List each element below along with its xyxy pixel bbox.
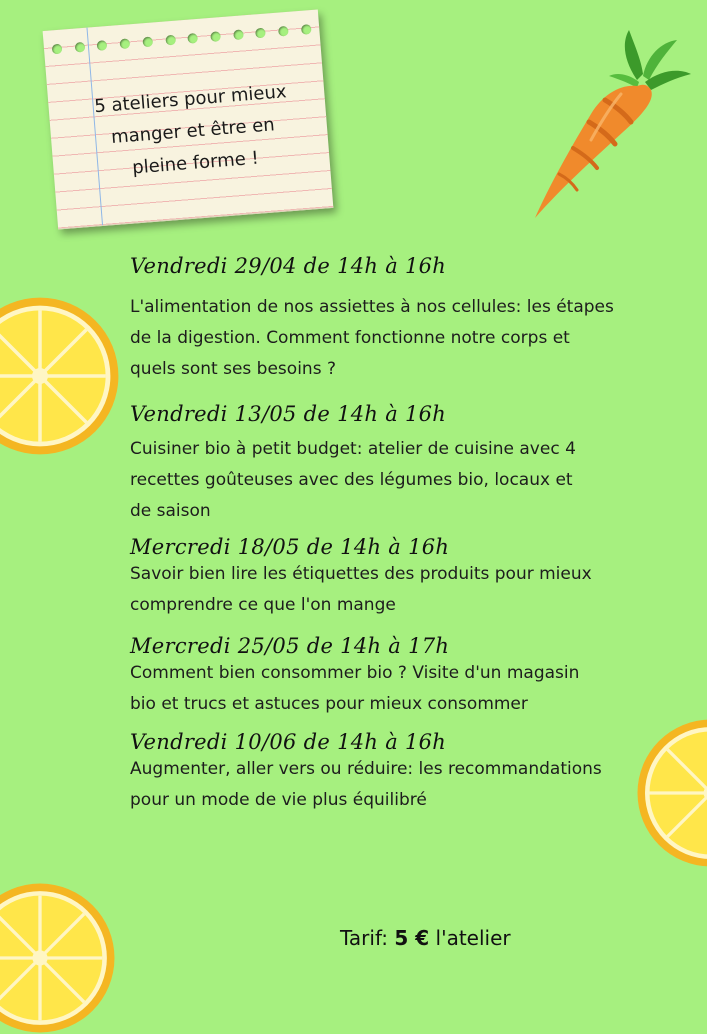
punch-hole (188, 33, 199, 44)
punch-hole (256, 28, 267, 39)
price-label: Tarif: (340, 926, 388, 950)
session-description-line: L'alimentation de nos assiettes à nos cellules: les étapes (130, 292, 690, 323)
session-description-line: comprendre ce que l'on mange (130, 590, 690, 621)
punch-hole (233, 29, 244, 40)
notepad-card (43, 9, 334, 229)
session-description-line: bio et trucs et astuces pour mieux consommer (130, 689, 690, 720)
orange-slice-icon (0, 882, 116, 1034)
punch-hole (97, 40, 108, 51)
session-date: Mercredi 25/05 de 14h à 17h (130, 634, 690, 658)
notepad-text (76, 75, 311, 189)
session-description-line: pour un mode de vie plus équilibré (130, 785, 690, 816)
session-5 (130, 730, 690, 816)
punch-hole (165, 35, 176, 46)
punch-hole (52, 44, 63, 55)
price-value: 5 € (394, 926, 429, 950)
session-date: Mercredi 18/05 de 14h à 16h (130, 535, 690, 559)
notepad-line: 5 ateliers pour mieux (76, 75, 306, 125)
carrot-icon (525, 22, 695, 222)
notepad-line: pleine forme ! (81, 139, 311, 189)
punch-hole (120, 38, 131, 49)
session-description-line: de la digestion. Comment fonctionne notre corps et (130, 323, 690, 354)
price-unit: l'atelier (436, 926, 511, 950)
orange-slice-icon (0, 296, 120, 456)
session-2 (130, 402, 690, 527)
price-footer (340, 926, 511, 950)
notepad-line: manger et être en (78, 107, 308, 157)
punch-hole (278, 26, 289, 37)
punch-hole (74, 42, 85, 53)
session-date: Vendredi 29/04 de 14h à 16h (130, 254, 690, 278)
session-date: Vendredi 10/06 de 14h à 16h (130, 730, 690, 754)
session-description-line: Augmenter, aller vers ou réduire: les recommandations (130, 754, 690, 785)
punch-hole (210, 31, 221, 42)
session-description-line: Cuisiner bio à petit budget: atelier de cuisine avec 4 (130, 434, 690, 465)
session-description-line: quels sont ses besoins ? (130, 354, 690, 385)
session-description-line: Savoir bien lire les étiquettes des produits pour mieux (130, 559, 690, 590)
session-date: Vendredi 13/05 de 14h à 16h (130, 402, 690, 426)
punch-hole (142, 37, 153, 48)
session-description-line: de saison (130, 496, 690, 527)
session-description-line: Comment bien consommer bio ? Visite d'un magasin (130, 658, 690, 689)
session-description-line: recettes goûteuses avec des légumes bio, locaux et (130, 465, 690, 496)
punch-hole (301, 24, 312, 35)
session-1 (130, 254, 690, 385)
notepad-holes (52, 24, 312, 54)
session-3 (130, 535, 690, 621)
session-4 (130, 634, 690, 720)
